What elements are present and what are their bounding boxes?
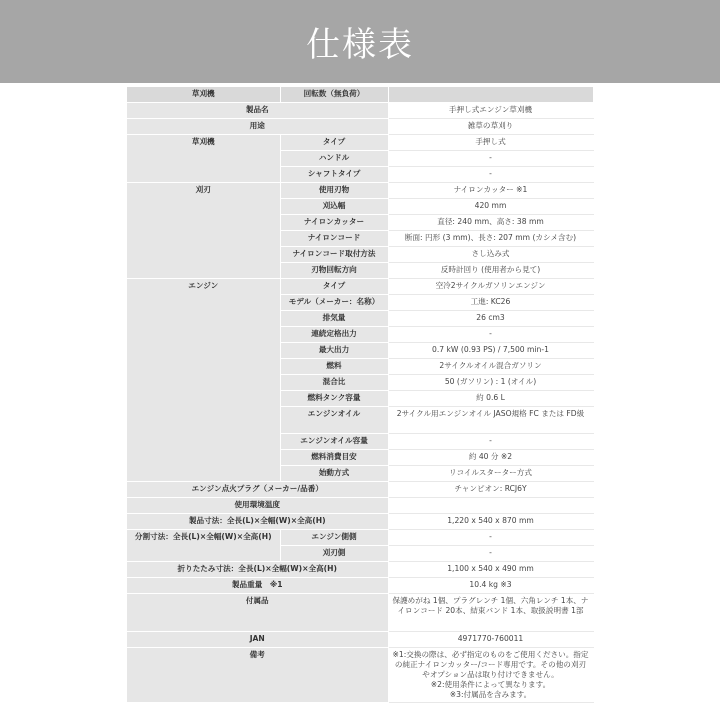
row-value: - — [388, 530, 593, 546]
row-label: 連続定格出力 — [280, 327, 388, 343]
row-label: 付属品 — [127, 594, 388, 632]
row-value: - — [388, 434, 593, 450]
row-label: 刃物回転方向 — [280, 263, 388, 279]
note-1: ※1:交換の際は、必ず指定のものをご使用ください。指定の純正ナイロンカッター/コード専用です。その他の刈刃やオプション品は取り付けできません。 — [392, 650, 589, 679]
row-value: チャンピオン: RCJ6Y — [388, 482, 593, 498]
row-value: 26 cm3 — [388, 311, 593, 327]
row-label: 製品名 — [127, 103, 388, 119]
table-row — [127, 482, 593, 498]
row-label: 製品重量 ※1 — [127, 578, 388, 594]
row-label: 折りたたみ寸法：全長(L)×全幅(W)×全高(H) — [127, 562, 388, 578]
row-value: 1,100 x 540 x 490 mm — [388, 562, 593, 578]
row-value: 50 (ガソリン) : 1 (オイル) — [388, 375, 593, 391]
row-label: 燃料消費目安 — [280, 450, 388, 466]
row-label: 刈込幅 — [280, 199, 388, 215]
row-value: 手押し式 — [388, 135, 593, 151]
row-value: 空冷2サイクルガソリンエンジン — [388, 279, 593, 295]
row-value: 直径: 240 mm、高さ: 38 mm — [388, 215, 593, 231]
row-label: ナイロンコード — [280, 231, 388, 247]
table-row — [127, 562, 593, 578]
row-value: 2サイクル用エンジンオイル JASO規格 FC または FD級 — [388, 407, 593, 434]
row-label: エンジンオイル容量 — [280, 434, 388, 450]
row-label: 備考 — [127, 648, 388, 703]
group-label: 分割寸法：全長(L)×全幅(W)×全高(H) — [127, 530, 280, 562]
row-label: 燃料 — [280, 359, 388, 375]
row-value: 0.7 kW (0.93 PS) / 7,500 min-1 — [388, 343, 593, 359]
row-label: ナイロンコード取付方法 — [280, 247, 388, 263]
row-label: 排気量 — [280, 311, 388, 327]
table-header-row — [127, 87, 593, 103]
row-value: - — [388, 167, 593, 183]
row-value: さし込み式 — [388, 247, 593, 263]
table-row — [127, 183, 593, 199]
row-value: 手押し式エンジン草刈機 — [388, 103, 593, 119]
row-label: 始動方式 — [280, 466, 388, 482]
table-row — [127, 119, 593, 135]
table-row — [127, 498, 593, 514]
row-value: - — [388, 151, 593, 167]
group-label: エンジン — [127, 279, 280, 482]
row-label: 混合比 — [280, 375, 388, 391]
row-value: 1,220 x 540 x 870 mm — [388, 514, 593, 530]
row-value: 工進: KC26 — [388, 295, 593, 311]
row-label: 刈刃側 — [280, 546, 388, 562]
header-cell: 草刈機 — [127, 87, 280, 103]
table-row — [127, 135, 593, 151]
table-row — [127, 279, 593, 295]
row-value — [388, 498, 593, 514]
row-label: タイプ — [280, 135, 388, 151]
spec-table — [127, 87, 594, 703]
table-row — [127, 103, 593, 119]
row-value: ナイロンカッター ※1 — [388, 183, 593, 199]
note-2: ※2:使用条件によって異なります。 — [430, 680, 551, 689]
table-row — [127, 578, 593, 594]
row-value: 断面: 円形 (3 mm)、長さ: 207 mm (カシメ含む) — [388, 231, 593, 247]
row-label: エンジンオイル — [280, 407, 388, 434]
row-label: モデル（メーカー：名称） — [280, 295, 388, 311]
row-value: 約 0.6 L — [388, 391, 593, 407]
table-row — [127, 648, 593, 703]
row-value: - — [388, 327, 593, 343]
row-value: - — [388, 546, 593, 562]
row-value: 反時計回り (使用者から見て) — [388, 263, 593, 279]
row-label: 最大出力 — [280, 343, 388, 359]
row-label: 製品寸法：全長(L)×全幅(W)×全高(H) — [127, 514, 388, 530]
row-label: 使用刃物 — [280, 183, 388, 199]
row-label: タイプ — [280, 279, 388, 295]
title-banner — [0, 0, 720, 83]
notes-cell — [388, 648, 593, 703]
row-value: 2サイクルオイル混合ガソリン — [388, 359, 593, 375]
row-value: 約 40 分 ※2 — [388, 450, 593, 466]
row-label: 燃料タンク容量 — [280, 391, 388, 407]
row-label: ナイロンカッター — [280, 215, 388, 231]
row-value: 雑草の草刈り — [388, 119, 593, 135]
row-label: JAN — [127, 632, 388, 648]
group-label: 草刈機 — [127, 135, 280, 183]
row-label: 用途 — [127, 119, 388, 135]
row-value: 4971770-760011 — [388, 632, 593, 648]
table-row — [127, 632, 593, 648]
row-value: リコイルスターター方式 — [388, 466, 593, 482]
table-row — [127, 514, 593, 530]
page-title: 仕様表 — [306, 25, 414, 65]
header-cell: 回転数（無負荷） — [280, 87, 388, 103]
row-label: エンジン側側 — [280, 530, 388, 546]
row-label: エンジン点火プラグ（メーカー/品番） — [127, 482, 388, 498]
row-value: 420 mm — [388, 199, 593, 215]
row-label: ハンドル — [280, 151, 388, 167]
header-cell — [388, 87, 593, 103]
row-label: シャフトタイプ — [280, 167, 388, 183]
table-row — [127, 594, 593, 632]
row-value: 保護めがね 1個、プラグレンチ 1個、六角レンチ 1本、ナイロンコード 20本、結束バンド 1本、取扱説明書 1部 — [388, 594, 593, 632]
row-value: 10.4 kg ※3 — [388, 578, 593, 594]
table-row — [127, 530, 593, 546]
note-3: ※3:付属品を含みます。 — [449, 690, 532, 699]
row-label: 使用環境温度 — [127, 498, 388, 514]
group-label: 刈刃 — [127, 183, 280, 279]
